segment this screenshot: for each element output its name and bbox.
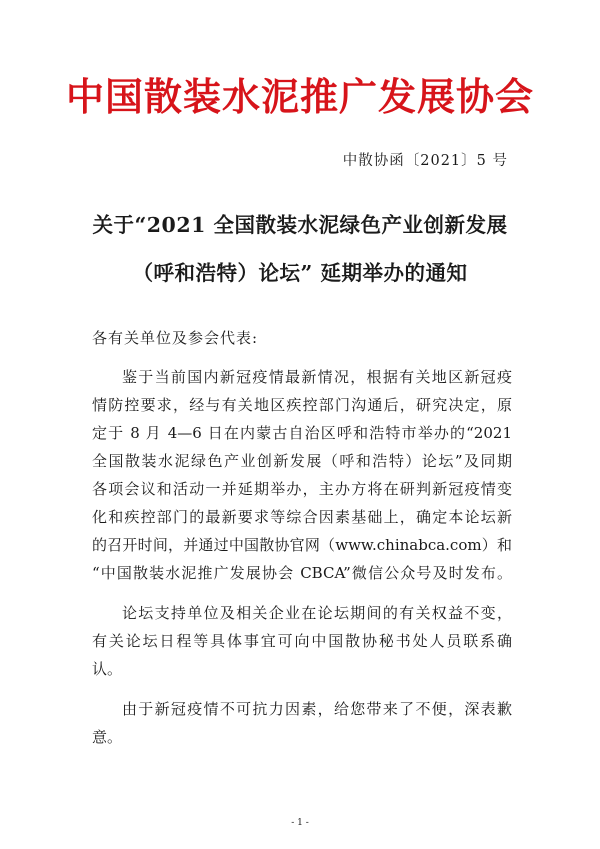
document-title-line-2: （呼和浩特）论坛” 延期举办的通知 (132, 261, 468, 285)
body-line: 意。 (92, 728, 123, 746)
document-title-line-1: 关于“2021 全国散装水泥绿色产业创新发展 (92, 213, 508, 237)
body-line: 定于 8 月 4—6 日在内蒙古自治区呼和浩特市举办的“2021 (92, 424, 512, 442)
body-line: “中国散装水泥推广发展协会 CBCA”微信公众号及时发布。 (92, 564, 512, 582)
body-line: 各项会议和活动一并延期举办，主办方将在研判新冠疫情变 (92, 480, 512, 498)
body-line: 认。 (92, 660, 123, 678)
body-line: 论坛支持单位及相关企业在论坛期间的有关权益不变， (122, 604, 512, 622)
body-line: 化和疾控部门的最新要求等综合因素基础上，确定本论坛新 (92, 508, 512, 526)
body-line: 的召开时间，并通过中国散协官网（www.chinabca.com）和 (92, 536, 512, 554)
organization-header: 中国散装水泥推广发展协会 (65, 74, 534, 119)
body-line: 全国散装水泥绿色产业创新发展（呼和浩特）论坛”及同期 (92, 452, 512, 470)
salutation: 各有关单位及参会代表: (92, 329, 259, 347)
body-line: 由于新冠疫情不可抗力因素，给您带来了不便，深表歉 (122, 700, 512, 718)
body-line: 情防控要求，经与有关地区疾控部门沟通后，研究决定，原 (92, 396, 512, 414)
document-number: 中散协函〔2021〕5 号 (342, 153, 508, 169)
body-line: 有关论坛日程等具体事宜可向中国散协秘书处人员联系确 (92, 632, 512, 650)
body-line: 鉴于当前国内新冠疫情最新情况，根据有关地区新冠疫 (122, 368, 512, 386)
page-number: - 1 - (291, 818, 309, 828)
